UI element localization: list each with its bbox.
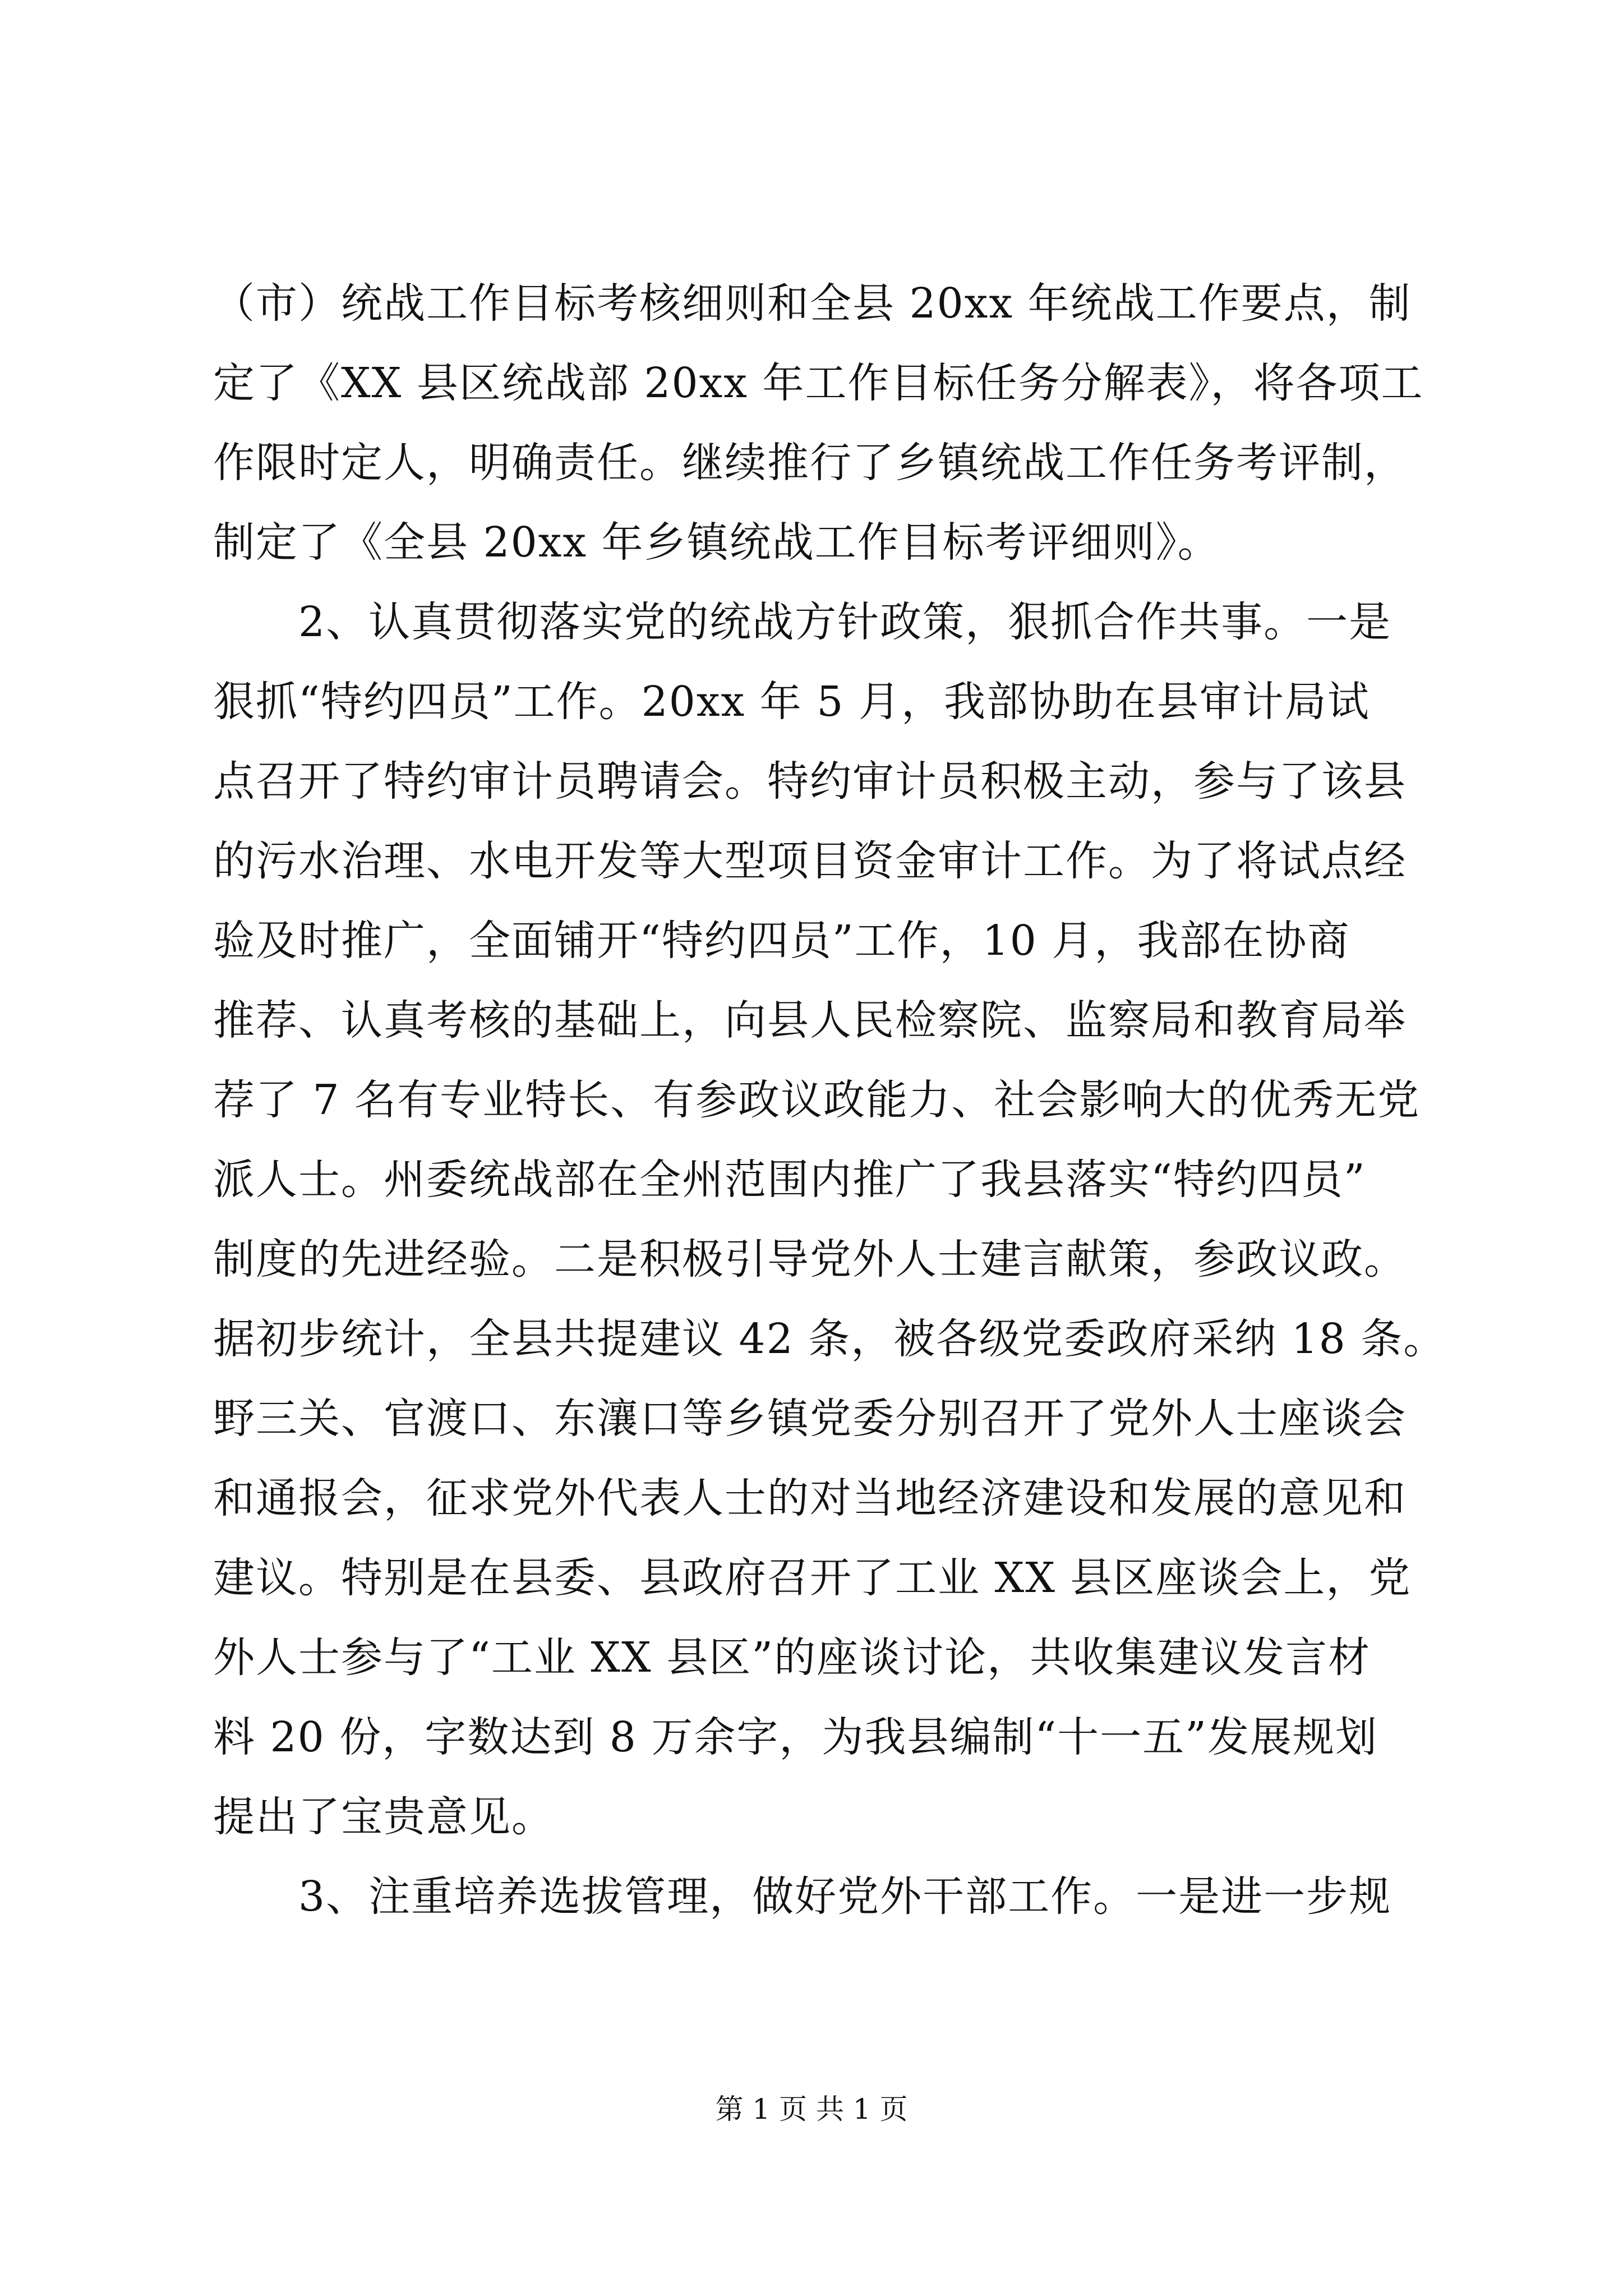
text-line: 和通报会，征求党外代表人士的对当地经济建设和发展的意见和 [213,1474,1407,1522]
text-line: 荐了 7 名有专业特长、有参政议政能力、社会影响大的优秀无党 [213,1076,1421,1124]
text-line: 3、注重培养选拔管理，做好党外干部工作。一是进一步规 [213,1872,1392,1921]
text-line: 建议。特别是在县委、县政府召开了工业 XX 县区座谈会上，党 [213,1554,1412,1602]
text-line: 制度的先进经验。二是积极引导党外人士建言献策，参政议政。 [213,1235,1407,1283]
text-line: 的污水治理、水电开发等大型项目资金审计工作。为了将试点经 [213,837,1407,885]
text-line: 料 20 份，字数达到 8 万余字，为我县编制“十一五”发展规划 [213,1713,1378,1761]
text-line: 推荐、认真考核的基础上，向县人民检察院、监察局和教育局举 [213,996,1407,1045]
text-line: 据初步统计，全县共提建议 42 条，被各级党委政府采纳 18 条。 [213,1315,1446,1363]
text-line: 提出了宝贵意见。 [213,1793,554,1841]
text-line: 制定了《全县 20xx 年乡镇统战工作目标考评细则》。 [213,518,1220,567]
text-line: 点召开了特约审计员聘请会。特约审计员积极主动，参与了该县 [213,757,1407,806]
text-line: 狠抓“特约四员”工作。20xx 年 5 月，我部协助在县审计局试 [213,678,1370,726]
text-line: 外人士参与了“工业 XX 县区”的座谈讨论，共收集建议发言材 [213,1634,1371,1682]
text-line: 派人士。州委统战部在全州范围内推广了我县落实“特约四员” [213,1156,1366,1204]
text-line: 野三关、官渡口、东瀼口等乡镇党委分别召开了党外人士座谈会 [213,1395,1407,1443]
text-line: 2、认真贯彻落实党的统战方针政策，狠抓合作共事。一是 [213,598,1392,646]
text-line: 验及时推广，全面铺开“特约四员”工作，10 月，我部在协商 [213,917,1350,965]
text-line: （市）统战工作目标考核细则和全县 20xx 年统战工作要点，制 [213,279,1412,328]
document-body [213,264,1446,1936]
text-line: 定了《XX 县区统战部 20xx 年工作目标任务分解表》，将各项工 [213,359,1424,407]
text-line: 作限时定人，明确责任。继续推行了乡镇统战工作任务考评制， [213,439,1407,487]
page-footer: 第 1 页 共 1 页 [715,2093,908,2125]
